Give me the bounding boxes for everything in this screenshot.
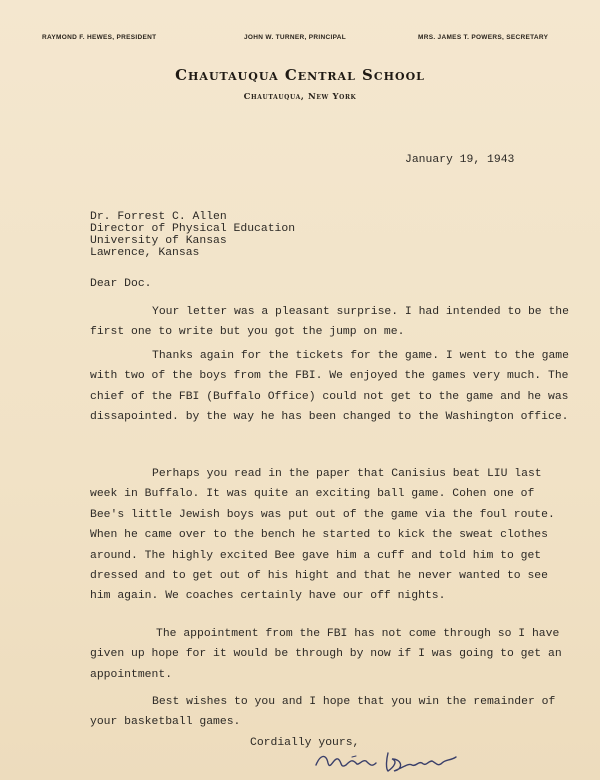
- recipient-line: Dr. Forrest C. Allen: [90, 211, 227, 223]
- body-paragraph: Perhaps you read in the paper that Canisius beat LIU last week in Buffalo. It was quite an exciting ball game. Cohen one of Bee's little Jewish boys was put out of the game via the foul route. When he came over to the bench he started to kick the sweat clothes around. The highly excited Bee gave him a cuff and told him to get dressed and to get out of his hight and that he never wanted to see him again. We coaches certainly have our off nights.: [90, 468, 555, 603]
- letterhead-principal: JOHN W. TURNER, PRINCIPAL: [244, 34, 346, 41]
- salutation: Dear Doc.: [90, 278, 152, 290]
- letter-date: January 19, 1943: [405, 154, 515, 166]
- letterhead-president: RAYMOND F. HEWES, PRESIDENT: [42, 34, 157, 41]
- letterhead-secretary: MRS. JAMES T. POWERS, SECRETARY: [418, 34, 549, 41]
- body-paragraph: Thanks again for the tickets for the game. I went to the game with two of the boys from the FBI. We enjoyed the games very much. The chief of the FBI (Buffalo Office) could not get to the game and he was dissapointed. by the way he has been changed to the Washington office.: [90, 350, 569, 424]
- body-paragraph: Your letter was a pleasant surprise. I had intended to be the first one to write but you got the jump on me.: [90, 306, 569, 339]
- school-name: Chautauqua Central School: [175, 66, 425, 84]
- body-paragraph: Best wishes to you and I hope that you win the remainder of your basketball games.: [90, 696, 556, 729]
- closing: Cordially yours,: [250, 737, 360, 749]
- recipient-line: Director of Physical Education: [90, 223, 296, 235]
- recipient-line: University of Kansas: [90, 235, 227, 247]
- body-paragraph: The appointment from the FBI has not come through so I have given up hope for it would be through by now if I was going to get an appointment.: [90, 628, 562, 681]
- recipient-line: Lawrence, Kansas: [90, 247, 200, 259]
- school-location: Chautauqua, New York: [243, 92, 357, 102]
- handwritten-signature: [312, 747, 462, 777]
